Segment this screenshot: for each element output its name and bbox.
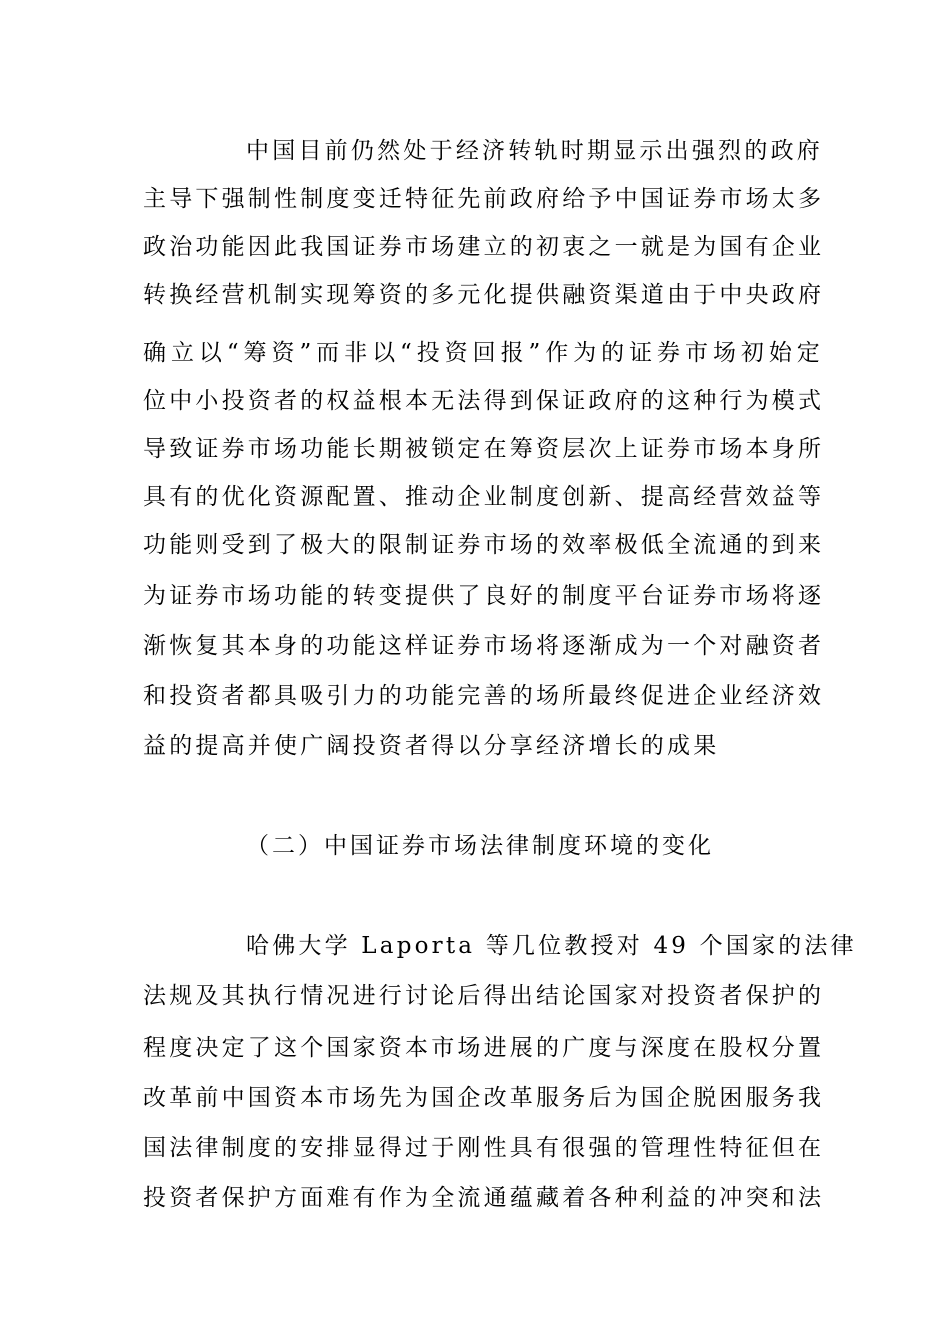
paragraph-1-line: 位中小投资者的权益根本无法得到保证政府的这种行为模式 (143, 388, 825, 414)
paragraph-1-line: 功能则受到了极大的限制证券市场的效率极低全流通的到来 (143, 532, 825, 558)
paragraph-2-line: 程度决定了这个国家资本市场进展的广度与深度在股权分置 (143, 1035, 825, 1061)
paragraph-1-line: 和投资者都具吸引力的功能完善的场所最终促进企业经济效 (143, 683, 825, 709)
paragraph-1-line: 主导下强制性制度变迁特征先前政府给予中国证券市场太多 (143, 186, 825, 212)
section-heading: （二）中国证券市场法律制度环境的变化 (246, 833, 714, 859)
paragraph-2-line: 国法律制度的安排显得过于刚性具有很强的管理性特征但在 (143, 1135, 825, 1161)
paragraph-1-line: 政治功能因此我国证券市场建立的初衷之一就是为国有企业 (143, 234, 825, 260)
paragraph-2-line: 法规及其执行情况进行讨论后得出结论国家对投资者保护的 (143, 983, 825, 1009)
paragraph-1-line: 渐恢复其本身的功能这样证券市场将逐渐成为一个对融资者 (143, 633, 825, 659)
paragraph-2-line: 哈佛大学 Laporta 等几位教授对 49 个国家的法律 (246, 933, 857, 959)
paragraph-1-line: 益的提高并使广阔投资者得以分享经济增长的成果 (143, 733, 720, 759)
paragraph-1-line: 具有的优化资源配置、推动企业制度创新、提高经营效益等 (143, 484, 825, 510)
paragraph-2-line: 改革前中国资本市场先为国企改革服务后为国企脱困服务我 (143, 1085, 825, 1111)
paragraph-1-line: 转换经营机制实现筹资的多元化提供融资渠道由于中央政府 (143, 282, 825, 308)
paragraph-1-line: 为证券市场功能的转变提供了良好的制度平台证券市场将逐 (143, 583, 825, 609)
paragraph-1-line: 中国目前仍然处于经济转轨时期显示出强烈的政府 (246, 138, 823, 164)
paragraph-2-line: 投资者保护方面难有作为全流通蕴藏着各种利益的冲突和法 (143, 1185, 825, 1211)
paragraph-1-line: 导致证券市场功能长期被锁定在筹资层次上证券市场本身所 (143, 436, 825, 462)
paragraph-1-line: 确立以“筹资”而非以“投资回报”作为的证券市场初始定 (143, 340, 823, 366)
